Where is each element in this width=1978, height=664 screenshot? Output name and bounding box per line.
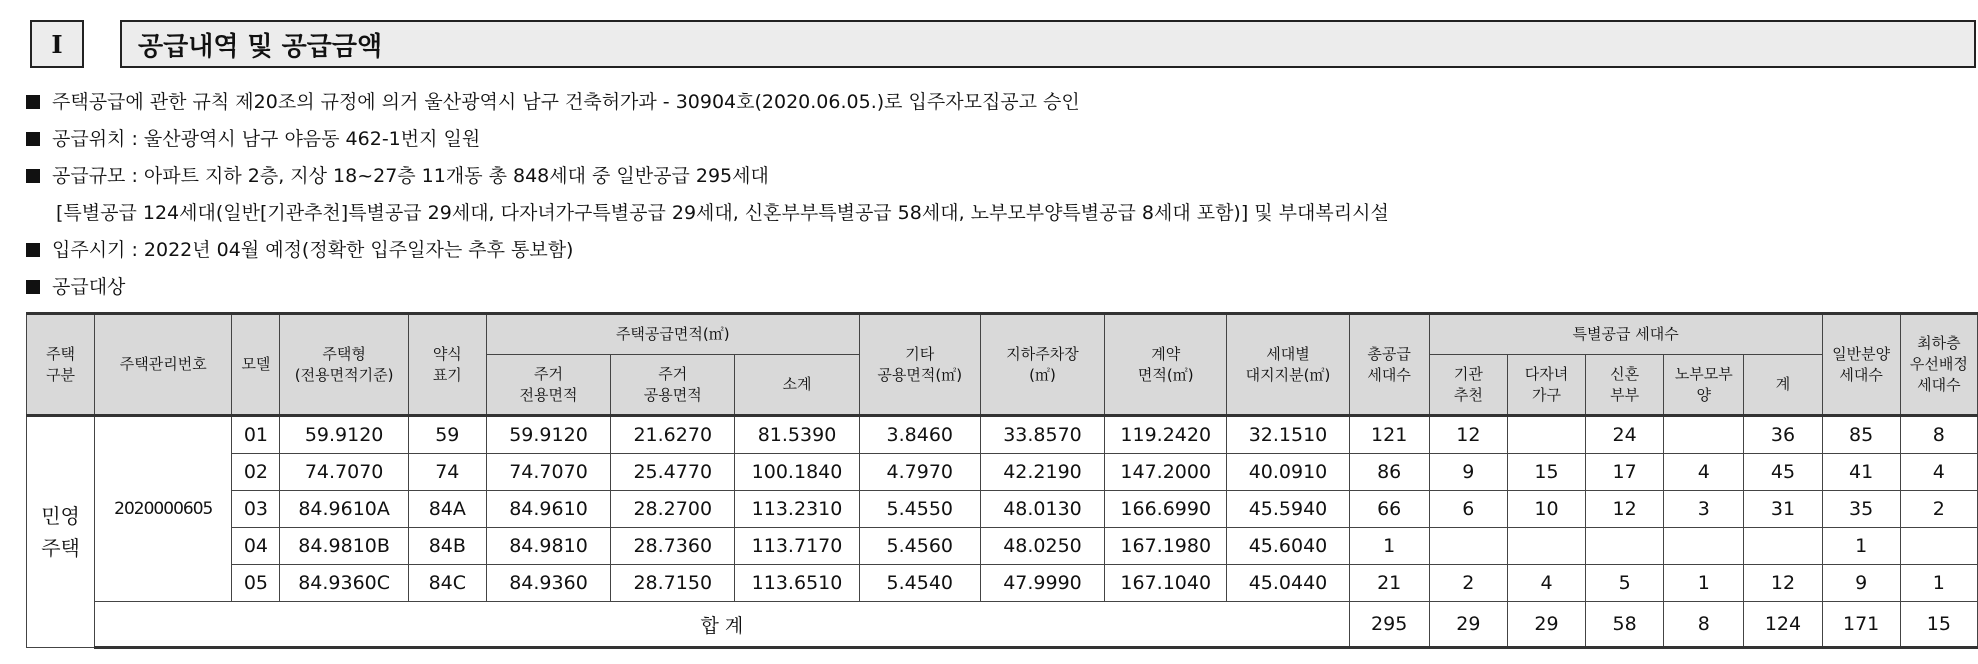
header-exclusive-area: 주거 전용면적: [486, 355, 610, 416]
cell-ssum: [1744, 528, 1822, 565]
cell-park: 33.8570: [980, 416, 1104, 454]
header-model: 모델: [232, 314, 280, 416]
cell-multi: 4: [1507, 565, 1585, 602]
bullet-square-icon: [26, 95, 40, 109]
cell-type: 84.9610A: [280, 491, 408, 528]
cell-other: 4.7970: [859, 454, 980, 491]
header-land-share: 세대별 대지지분(㎡): [1227, 314, 1349, 416]
header-institution: 기관 추천: [1429, 355, 1507, 416]
cell-model: 03: [232, 491, 280, 528]
cell-ssum: 45: [1744, 454, 1822, 491]
cell-total: 66: [1349, 491, 1429, 528]
cell-sub: 100.1840: [735, 454, 859, 491]
sum-gen: 171: [1822, 602, 1900, 648]
table-row: [27, 491, 1978, 528]
header-common-area: 주거 공용면적: [611, 355, 735, 416]
cell-excl: 84.9360: [486, 565, 610, 602]
cell-newly: 5: [1586, 565, 1664, 602]
cell-low: 4: [1900, 454, 1977, 491]
bullet-scale: 공급규모 : 아파트 지하 2층, 지상 18~27층 11개동 총 848세대 중 일반공급 295세대: [26, 164, 769, 188]
header-elderly-parent: 노부모부 양: [1664, 355, 1744, 416]
cell-sub: 81.5390: [735, 416, 859, 454]
cell-elder: [1664, 528, 1744, 565]
header-multi-child: 다자녀 가구: [1507, 355, 1585, 416]
cell-ssum: 12: [1744, 565, 1822, 602]
cell-elder: 1: [1664, 565, 1744, 602]
cell-total: 86: [1349, 454, 1429, 491]
cell-multi: [1507, 528, 1585, 565]
cell-multi: 10: [1507, 491, 1585, 528]
bullet-target: 공급대상: [26, 275, 125, 299]
cell-low: 8: [1900, 416, 1977, 454]
cell-multi: [1507, 416, 1585, 454]
cell-abbr: 74: [408, 454, 486, 491]
cell-land: 32.1510: [1227, 416, 1349, 454]
cell-contract: 166.6990: [1105, 491, 1227, 528]
section-title: 공급내역 및 공급금액: [120, 20, 1976, 68]
cell-inst: 2: [1429, 565, 1507, 602]
bullet-square-icon: [26, 132, 40, 146]
cell-gen: 1: [1822, 528, 1900, 565]
mgmt-no-cell: 2020000605: [95, 416, 232, 602]
sum-label: 합 계: [95, 602, 1349, 648]
cell-land: 40.0910: [1227, 454, 1349, 491]
cell-park: 42.2190: [980, 454, 1104, 491]
header-lowest-floor: 최하층 우선배정 세대수: [1900, 314, 1977, 416]
cell-newly: [1586, 528, 1664, 565]
cell-model: 05: [232, 565, 280, 602]
header-total-units: 총공급 세대수: [1349, 314, 1429, 416]
cell-abbr: 84A: [408, 491, 486, 528]
cell-newly: 17: [1586, 454, 1664, 491]
cell-common: 28.2700: [611, 491, 735, 528]
cell-abbr: 84B: [408, 528, 486, 565]
header-special-sum: 계: [1744, 355, 1822, 416]
bullet-approval: 주택공급에 관한 규칙 제20조의 규정에 의거 울산광역시 남구 건축허가과 - 30904호(2020.06.05.)로 입주자모집공고 승인: [26, 90, 1080, 114]
cell-total: 1: [1349, 528, 1429, 565]
bullet-move-in: 입주시기 : 2022년 04월 예정(정확한 입주일자는 추후 통보함): [26, 238, 573, 262]
table-row: [27, 565, 1978, 602]
cell-contract: 167.1040: [1105, 565, 1227, 602]
cell-excl: 84.9610: [486, 491, 610, 528]
cell-park: 48.0130: [980, 491, 1104, 528]
header-general-units: 일반분양 세대수: [1822, 314, 1900, 416]
cell-type: 59.9120: [280, 416, 408, 454]
header-newlywed: 신혼 부부: [1586, 355, 1664, 416]
cell-abbr: 59: [408, 416, 486, 454]
cell-newly: 24: [1586, 416, 1664, 454]
cell-total: 121: [1349, 416, 1429, 454]
cell-other: 5.4540: [859, 565, 980, 602]
cell-newly: 12: [1586, 491, 1664, 528]
header-housing-type: 주택 구분: [27, 314, 95, 416]
cell-elder: 3: [1664, 491, 1744, 528]
sum-elder: 8: [1664, 602, 1744, 648]
cell-land: 45.0440: [1227, 565, 1349, 602]
header-mgmt-no: 주택관리번호: [95, 314, 232, 416]
bullet-scale-detail: [특별공급 124세대(일반[기관추천]특별공급 29세대, 다자녀가구특별공급 29세대, 신혼부부특별공급 58세대, 노부모부양특별공급 8세대 포함)] 및 부대복리시설: [56, 202, 1389, 224]
cell-sub: 113.6510: [735, 565, 859, 602]
cell-model: 04: [232, 528, 280, 565]
sum-low: 15: [1900, 602, 1977, 648]
cell-excl: 74.7070: [486, 454, 610, 491]
header-subtotal: 소계: [735, 355, 859, 416]
sum-ssum: 124: [1744, 602, 1822, 648]
cell-common: 25.4770: [611, 454, 735, 491]
cell-total: 21: [1349, 565, 1429, 602]
bullet-square-icon: [26, 280, 40, 294]
cell-multi: 15: [1507, 454, 1585, 491]
table-row: [27, 454, 1978, 491]
cell-other: 5.4550: [859, 491, 980, 528]
cell-abbr: 84C: [408, 565, 486, 602]
section-header: [30, 20, 1976, 70]
header-parking: 지하주차장 (㎡): [980, 314, 1104, 416]
cell-gen: 85: [1822, 416, 1900, 454]
cell-inst: [1429, 528, 1507, 565]
cell-gen: 9: [1822, 565, 1900, 602]
cell-contract: 147.2000: [1105, 454, 1227, 491]
cell-sub: 113.2310: [735, 491, 859, 528]
cell-low: 2: [1900, 491, 1977, 528]
cell-common: 21.6270: [611, 416, 735, 454]
header-house-type: 주택형 (전용면적기준): [280, 314, 408, 416]
sum-row: [27, 602, 1978, 648]
cell-inst: 6: [1429, 491, 1507, 528]
cell-common: 28.7360: [611, 528, 735, 565]
cell-gen: 35: [1822, 491, 1900, 528]
cell-type: 84.9810B: [280, 528, 408, 565]
cell-land: 45.6040: [1227, 528, 1349, 565]
cell-type: 84.9360C: [280, 565, 408, 602]
cell-contract: 119.2420: [1105, 416, 1227, 454]
cell-park: 48.0250: [980, 528, 1104, 565]
cell-ssum: 36: [1744, 416, 1822, 454]
cell-other: 3.8460: [859, 416, 980, 454]
sum-inst: 29: [1429, 602, 1507, 648]
header-abbr: 약식 표기: [408, 314, 486, 416]
header-special-group: 특별공급 세대수: [1429, 314, 1822, 355]
category-cell: 민영 주택: [27, 416, 95, 648]
cell-gen: 41: [1822, 454, 1900, 491]
bullet-location: 공급위치 : 울산광역시 남구 야음동 462-1번지 일원: [26, 127, 480, 151]
sum-multi: 29: [1507, 602, 1585, 648]
cell-model: 01: [232, 416, 280, 454]
cell-ssum: 31: [1744, 491, 1822, 528]
cell-low: [1900, 528, 1977, 565]
cell-common: 28.7150: [611, 565, 735, 602]
cell-contract: 167.1980: [1105, 528, 1227, 565]
cell-park: 47.9990: [980, 565, 1104, 602]
sum-total: 295: [1349, 602, 1429, 648]
supply-table: [26, 312, 1978, 649]
section-number: I: [30, 20, 84, 68]
cell-sub: 113.7170: [735, 528, 859, 565]
cell-land: 45.5940: [1227, 491, 1349, 528]
header-supply-area-group: 주택공급면적(㎡): [486, 314, 859, 355]
cell-excl: 84.9810: [486, 528, 610, 565]
sum-newly: 58: [1586, 602, 1664, 648]
cell-inst: 12: [1429, 416, 1507, 454]
header-contract-area: 계약 면적(㎡): [1105, 314, 1227, 416]
cell-low: 1: [1900, 565, 1977, 602]
bullet-square-icon: [26, 169, 40, 183]
cell-type: 74.7070: [280, 454, 408, 491]
table-row: [27, 416, 1978, 454]
cell-elder: 4: [1664, 454, 1744, 491]
table-row: [27, 528, 1978, 565]
bullet-square-icon: [26, 243, 40, 257]
cell-model: 02: [232, 454, 280, 491]
cell-other: 5.4560: [859, 528, 980, 565]
cell-inst: 9: [1429, 454, 1507, 491]
cell-excl: 59.9120: [486, 416, 610, 454]
header-other-common: 기타 공용면적(㎡): [859, 314, 980, 416]
cell-elder: [1664, 416, 1744, 454]
